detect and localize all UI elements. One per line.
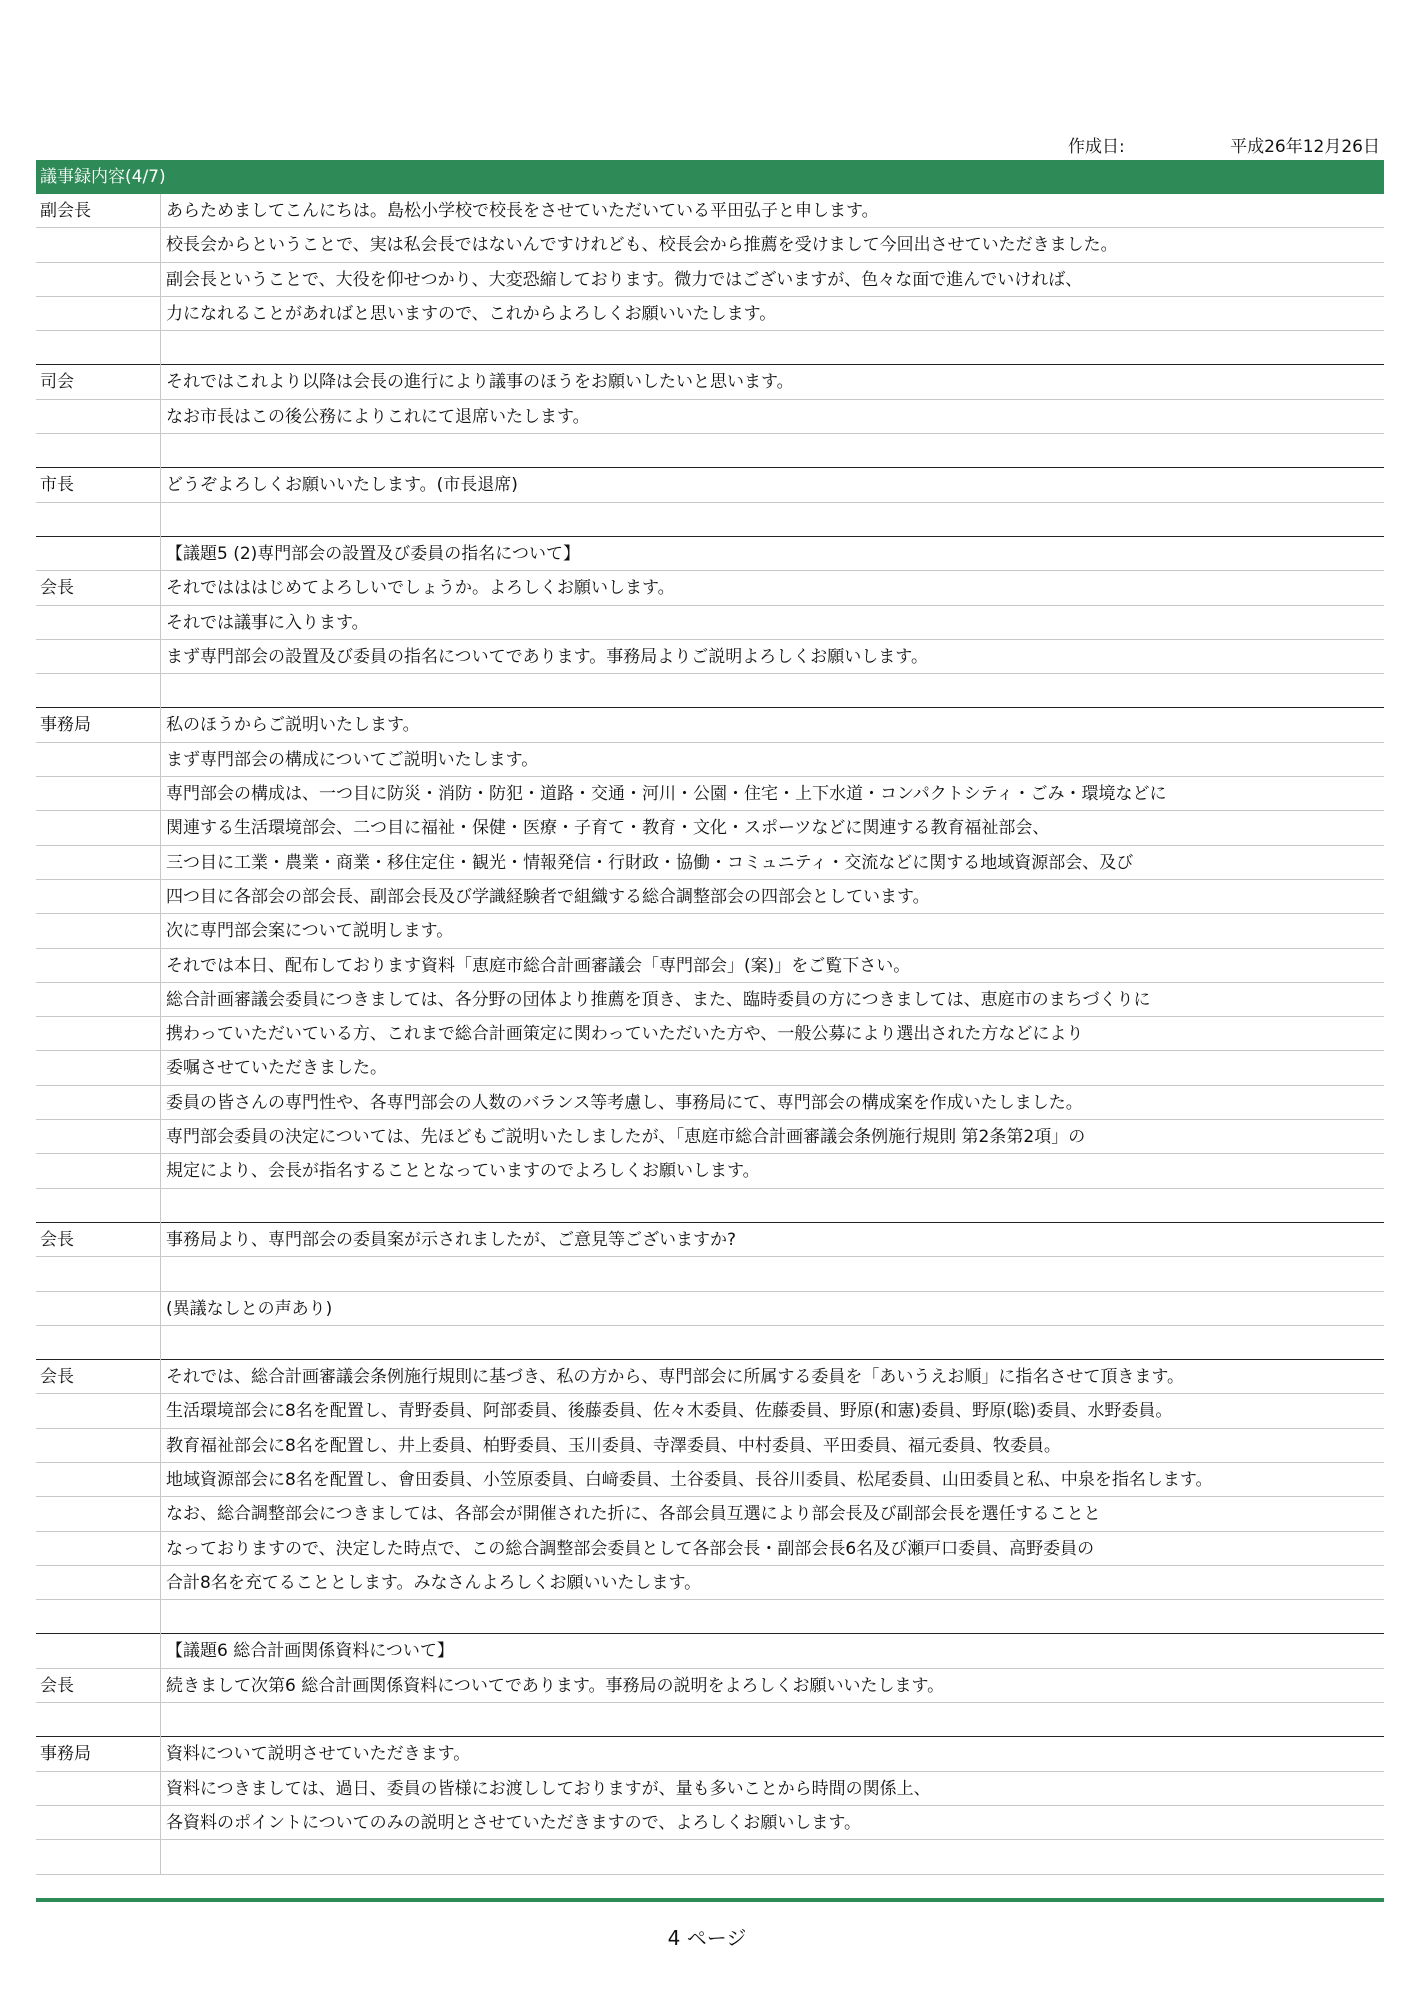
column-divider: [160, 434, 161, 468]
table-row: [36, 1223, 1384, 1257]
column-divider: [160, 571, 161, 605]
column-divider: [160, 777, 161, 811]
statement-cell: 携わっていただいている方、これまで総合計画策定に関わっていただいた方や、一般公募により選出された方などにより: [166, 1024, 1084, 1045]
table-row: [36, 1360, 1384, 1394]
column-divider: [160, 743, 161, 777]
column-divider: [160, 708, 161, 742]
statement-cell: 教育福祉部会に8名を配置し、井上委員、柏野委員、玉川委員、寺澤委員、中村委員、平田委員、福元委員、牧委員。: [166, 1435, 1061, 1456]
statement-cell: 次に専門部会案について説明します。: [166, 921, 454, 942]
table-row: [36, 1086, 1384, 1120]
statement-cell: 総合計画審議会委員につきましては、各分野の団体より推薦を頂き、また、臨時委員の方につきましては、恵庭市のまちづくりに: [166, 989, 1151, 1010]
statement-cell: 生活環境部会に8名を配置し、青野委員、阿部委員、後藤委員、佐々木委員、佐藤委員、野原(和憲)委員、野原(聡)委員、水野委員。: [166, 1401, 1173, 1422]
statement-cell: 資料について説明させていただきます。: [166, 1744, 471, 1765]
column-divider: [160, 1257, 161, 1291]
table-row: [36, 674, 1384, 708]
table-row: [36, 914, 1384, 948]
column-divider: [160, 194, 161, 228]
column-divider: [160, 1669, 161, 1703]
statement-cell: (異議なしとの声あり): [166, 1298, 333, 1319]
column-divider: [160, 606, 161, 640]
table-row: [36, 1257, 1384, 1291]
statement-cell: 続きまして次第6 総合計画関係資料についてであります。事務局の説明をよろしくお願いいたします。: [166, 1675, 945, 1696]
table-row: [36, 1463, 1384, 1497]
statement-cell: 私のほうからご説明いたします。: [166, 715, 420, 736]
table-row: [36, 1737, 1384, 1771]
table-row: [36, 949, 1384, 983]
table-row: [36, 1566, 1384, 1600]
statement-cell: それでは、総合計画審議会条例施行規則に基づき、私の方から、専門部会に所属する委員を「あいうえお順」に指名させて頂きます。: [166, 1367, 1184, 1388]
table-row: [36, 846, 1384, 880]
column-divider: [160, 365, 161, 399]
speaker-cell: 会長: [40, 1229, 74, 1250]
column-divider: [160, 674, 161, 708]
table-row: [36, 1189, 1384, 1223]
column-divider: [160, 914, 161, 948]
column-divider: [160, 331, 161, 365]
statement-cell: 関連する生活環境部会、二つ目に福祉・保健・医療・子育て・教育・文化・スポーツなどに関連する教育福祉部会、: [166, 818, 1050, 839]
column-divider: [160, 1223, 161, 1257]
table-row: [36, 1840, 1384, 1874]
column-divider: [160, 1326, 161, 1360]
minutes-title: 議事録内容(4/7): [40, 167, 166, 187]
created-date-label: 作成日:: [1068, 137, 1125, 157]
table-row: [36, 537, 1384, 571]
column-divider: [160, 1051, 161, 1085]
column-divider: [160, 1463, 161, 1497]
table-row: [36, 194, 1384, 228]
statement-cell: それではははじめてよろしいでしょうか。よろしくお願いします。: [166, 578, 675, 599]
column-divider: [160, 468, 161, 502]
table-row: [36, 743, 1384, 777]
created-date-row: [36, 130, 1384, 158]
column-divider: [160, 811, 161, 845]
column-divider: [160, 1394, 161, 1428]
created-date-value: 平成26年12月26日: [1230, 137, 1380, 157]
column-divider: [160, 1154, 161, 1188]
table-row: [36, 1051, 1384, 1085]
table-row: [36, 571, 1384, 605]
statement-cell: なお、総合調整部会につきましては、各部会が開催された折に、各部会員互選により部会長及び副部会長を選任することと: [166, 1504, 1101, 1525]
statement-cell: 事務局より、専門部会の委員案が示されましたが、ご意見等ございますか?: [166, 1229, 737, 1250]
table-row: [36, 777, 1384, 811]
table-row: [36, 1600, 1384, 1634]
table-row: [36, 1772, 1384, 1806]
table-row: [36, 434, 1384, 468]
column-divider: [160, 1806, 161, 1840]
table-row: [36, 811, 1384, 845]
statement-cell: 副会長ということで、大役を仰せつかり、大変恐縮しております。微力ではございますが、色々な面で進んでいければ、: [166, 269, 1083, 290]
table-row: [36, 503, 1384, 537]
table-row: [36, 1154, 1384, 1188]
table-row: [36, 1326, 1384, 1360]
minutes-table: [36, 194, 1384, 1875]
table-row: [36, 263, 1384, 297]
column-divider: [160, 1634, 161, 1668]
table-row: [36, 228, 1384, 262]
speaker-cell: 会長: [40, 578, 74, 599]
statement-cell: 力になれることがあればと思いますので、これからよろしくお願いいたします。: [166, 303, 777, 324]
statement-cell: それでは議事に入ります。: [166, 612, 369, 633]
column-divider: [160, 263, 161, 297]
bottom-divider: [36, 1898, 1384, 1902]
column-divider: [160, 1086, 161, 1120]
statement-cell: それではこれより以降は会長の進行により議事のほうをお願いしたいと思います。: [166, 372, 794, 393]
statement-cell: それでは本日、配布しております資料「恵庭市総合計画審議会「専門部会」(案)」をご覧下さい。: [166, 955, 911, 976]
table-row: [36, 1634, 1384, 1668]
column-divider: [160, 1737, 161, 1771]
speaker-cell: 市長: [40, 475, 74, 496]
column-divider: [160, 1840, 161, 1874]
column-divider: [160, 1120, 161, 1154]
column-divider: [160, 1292, 161, 1326]
statement-cell: 四つ目に各部会の部会長、副部会長及び学識経験者で組織する総合調整部会の四部会としています。: [166, 886, 930, 907]
statement-cell: 資料につきましては、過日、委員の皆様にお渡ししておりますが、量も多いことから時間の関係上、: [166, 1778, 931, 1799]
table-row: [36, 708, 1384, 742]
statement-cell: 【議題6 総合計画関係資料について】: [166, 1641, 454, 1662]
statement-cell: あらためましてこんにちは。島松小学校で校長をさせていただいている平田弘子と申します。: [166, 201, 879, 221]
column-divider: [160, 1703, 161, 1737]
statement-cell: まず専門部会の構成についてご説明いたします。: [166, 749, 539, 770]
column-divider: [160, 1532, 161, 1566]
column-divider: [160, 1360, 161, 1394]
column-divider: [160, 1772, 161, 1806]
table-row: [36, 468, 1384, 502]
statement-cell: まず専門部会の設置及び委員の指名についてであります。事務局よりご説明よろしくお願いします。: [166, 646, 928, 667]
speaker-cell: 司会: [40, 372, 74, 393]
column-divider: [160, 949, 161, 983]
column-divider: [160, 537, 161, 571]
statement-cell: 合計8名を充てることとします。みなさんよろしくお願いいたします。: [166, 1572, 702, 1593]
table-row: [36, 365, 1384, 399]
column-divider: [160, 1189, 161, 1223]
column-divider: [160, 880, 161, 914]
statement-cell: 専門部会の構成は、一つ目に防災・消防・防犯・道路・交通・河川・公園・住宅・上下水道・コンパクトシティ・ごみ・環境などに: [166, 784, 1167, 805]
speaker-cell: 事務局: [40, 715, 91, 736]
statement-cell: 三つ目に工業・農業・商業・移住定住・観光・情報発信・行財政・協働・コミュニティ・交流などに関する地域資源部会、及び: [166, 852, 1134, 873]
table-row: [36, 983, 1384, 1017]
page-number: 4 ページ: [667, 1926, 747, 1950]
statement-cell: なお市長はこの後公務によりこれにて退席いたします。: [166, 406, 590, 427]
column-divider: [160, 1566, 161, 1600]
table-row: [36, 1292, 1384, 1326]
table-row: [36, 400, 1384, 434]
column-divider: [160, 983, 161, 1017]
table-row: [36, 331, 1384, 365]
table-row: [36, 1669, 1384, 1703]
statement-cell: 委嘱させていただきました。: [166, 1058, 387, 1079]
column-divider: [160, 400, 161, 434]
statement-cell: 専門部会委員の決定については、先ほどもご説明いたしましたが、「恵庭市総合計画審議会条例施行規則 第2条第2項」の: [166, 1127, 1086, 1148]
speaker-cell: 副会長: [40, 201, 91, 221]
column-divider: [160, 1600, 161, 1634]
speaker-cell: 事務局: [40, 1744, 91, 1765]
table-row: [36, 640, 1384, 674]
statement-cell: 地域資源部会に8名を配置し、會田委員、小笠原委員、白﨑委員、土谷委員、長谷川委員、松尾委員、山田委員と私、中泉を指名します。: [166, 1469, 1213, 1490]
table-row: [36, 1429, 1384, 1463]
table-row: [36, 1120, 1384, 1154]
minutes-title-bar: [36, 160, 1384, 194]
column-divider: [160, 1429, 161, 1463]
statement-cell: なっておりますので、決定した時点で、この総合調整部会委員として各部会長・副部会長6名及び瀬戸口委員、高野委員の: [166, 1538, 1095, 1559]
table-row: [36, 1394, 1384, 1428]
table-row: [36, 880, 1384, 914]
column-divider: [160, 297, 161, 331]
table-row: [36, 1703, 1384, 1737]
column-divider: [160, 846, 161, 880]
statement-cell: 【議題5 (2)専門部会の設置及び委員の指名について】: [166, 543, 580, 564]
speaker-cell: 会長: [40, 1367, 74, 1388]
statement-cell: どうぞよろしくお願いいたします。(市長退席): [166, 475, 518, 496]
column-divider: [160, 1017, 161, 1051]
statement-cell: 規定により、会長が指名することとなっていますのでよろしくお願いします。: [166, 1161, 760, 1182]
statement-cell: 校長会からということで、実は私会長ではないんですけれども、校長会から推薦を受けまして今回出させていただきました。: [166, 235, 1118, 256]
table-row: [36, 1017, 1384, 1051]
column-divider: [160, 503, 161, 537]
statement-cell: 各資料のポイントについてのみの説明とさせていただきますので、よろしくお願いします。: [166, 1812, 861, 1833]
table-row: [36, 1497, 1384, 1531]
table-row: [36, 606, 1384, 640]
table-row: [36, 1532, 1384, 1566]
statement-cell: 委員の皆さんの専門性や、各専門部会の人数のバランス等考慮し、事務局にて、専門部会の構成案を作成いたしました。: [166, 1092, 1083, 1113]
column-divider: [160, 1497, 161, 1531]
column-divider: [160, 228, 161, 262]
column-divider: [160, 640, 161, 674]
speaker-cell: 会長: [40, 1675, 74, 1696]
table-row: [36, 297, 1384, 331]
table-row: [36, 1806, 1384, 1840]
